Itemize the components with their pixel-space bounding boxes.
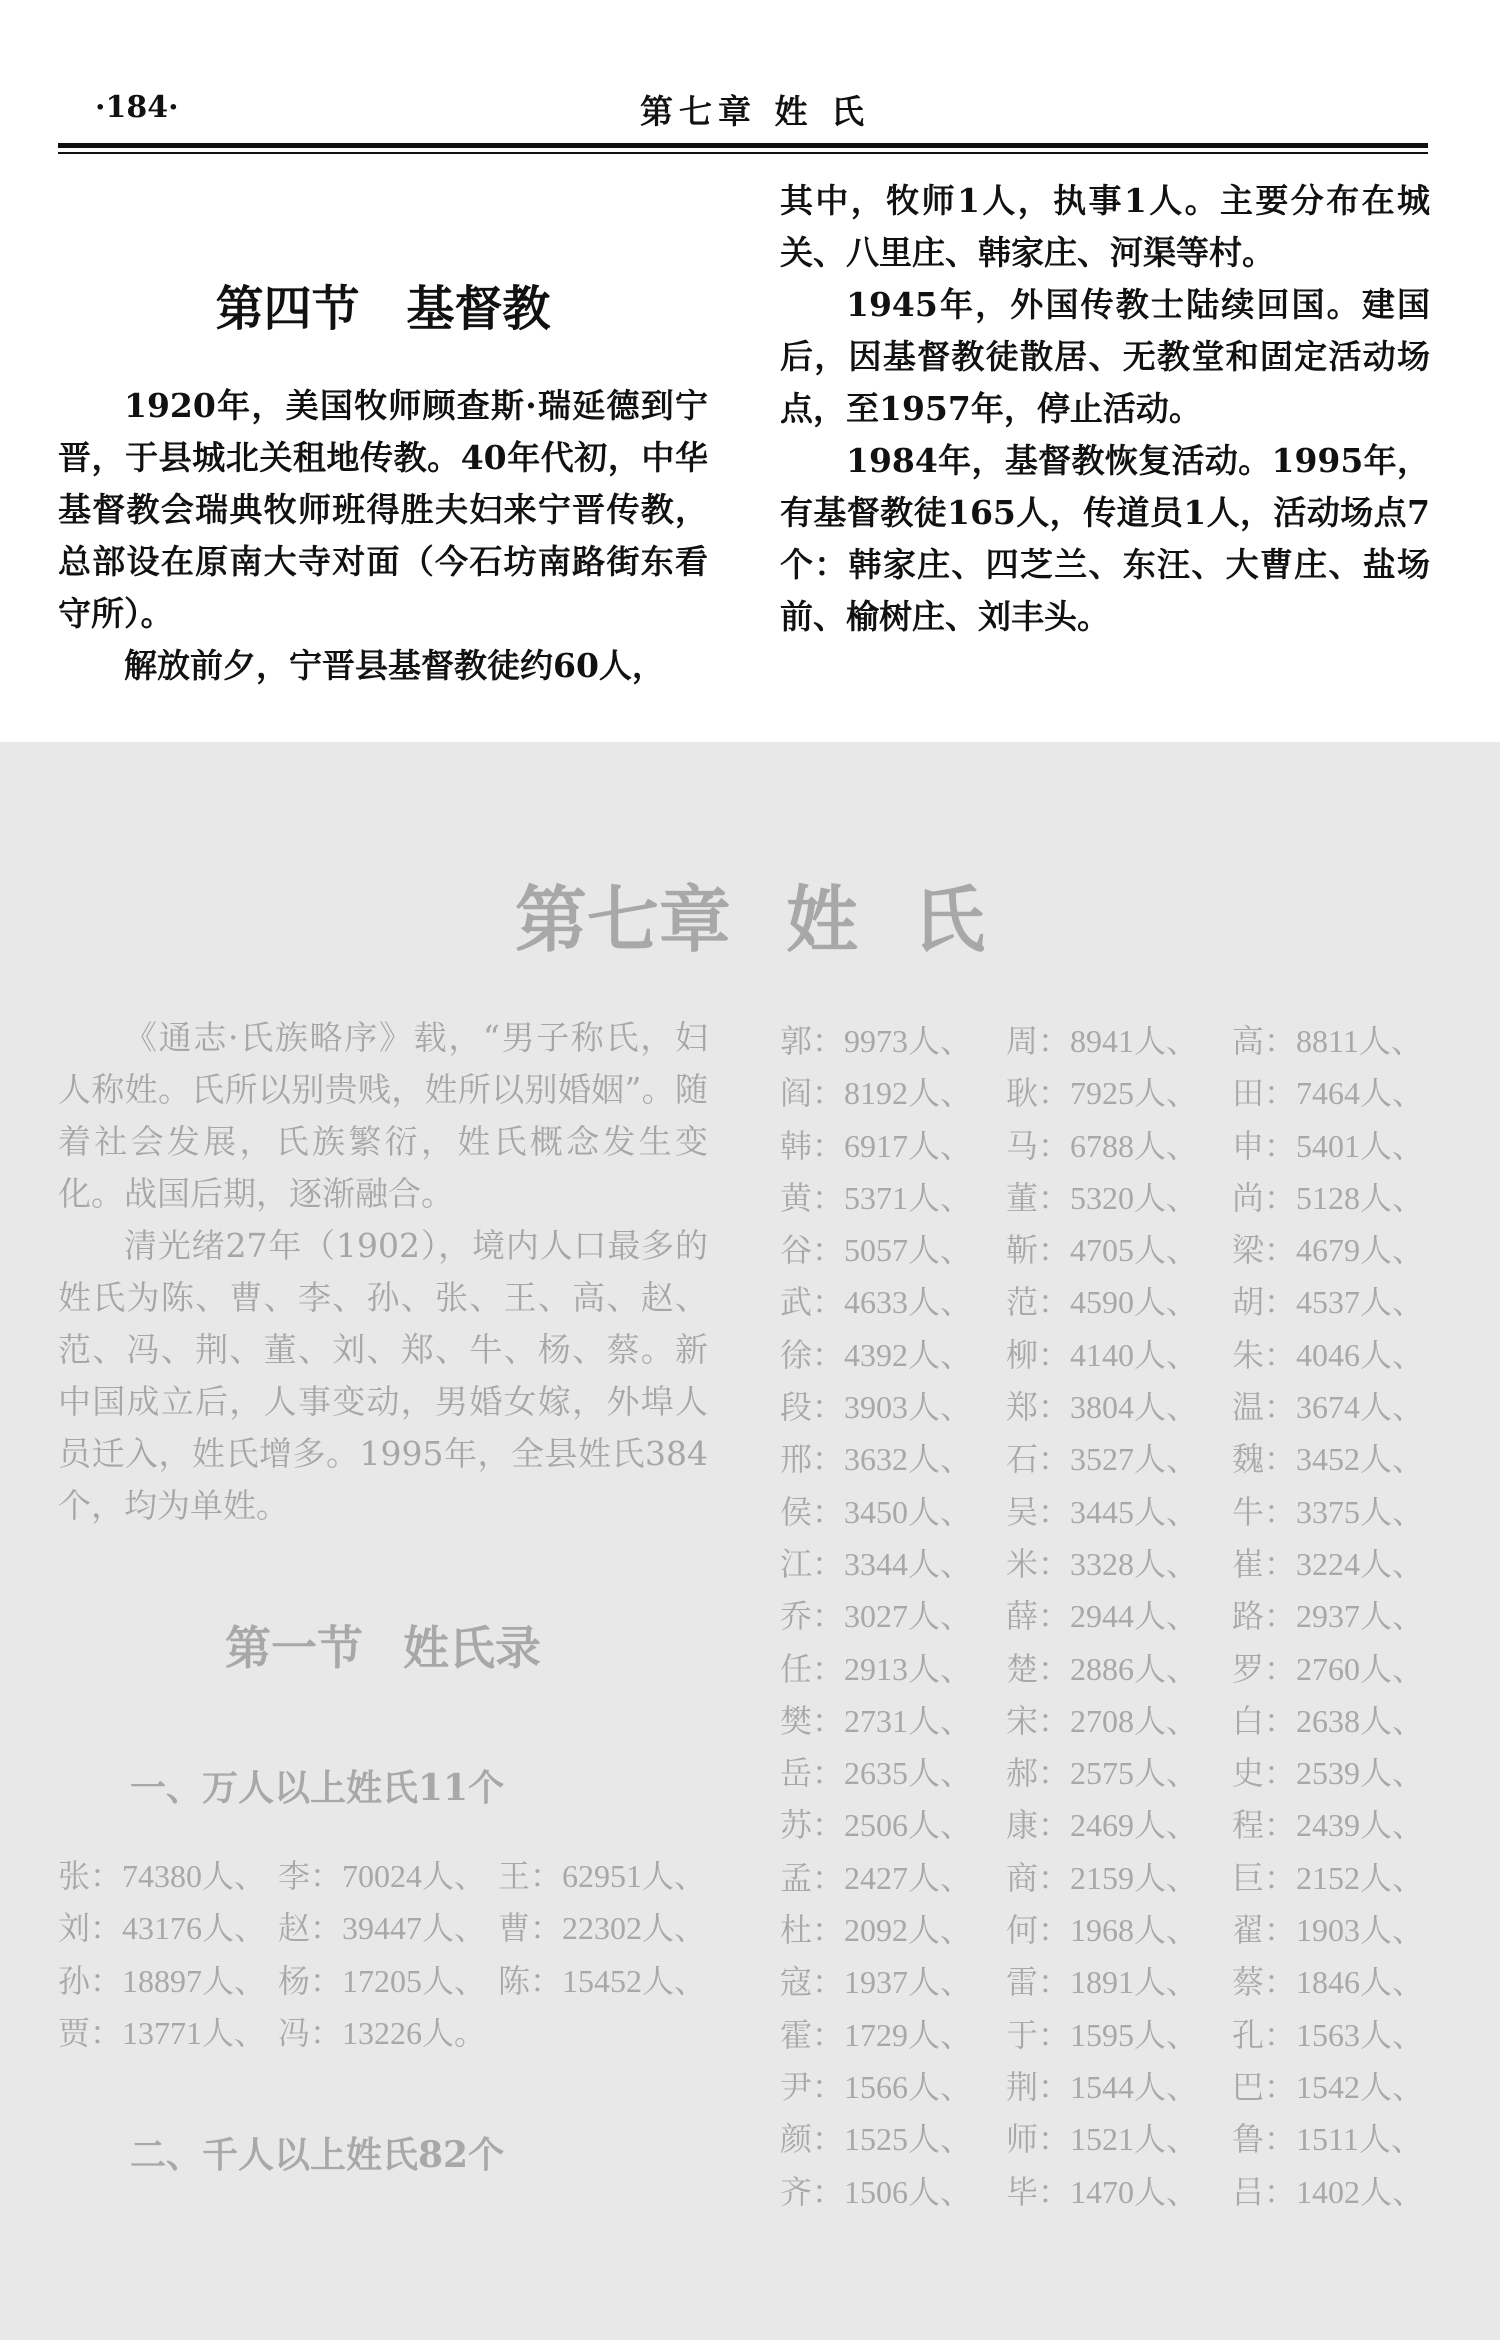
- surname-row: [780, 1799, 1460, 1851]
- surname-row: [780, 1486, 1460, 1538]
- left-column-lower: [58, 1012, 708, 1532]
- surname-entry: 郑：3804人、: [1006, 1389, 1199, 1426]
- surname-entry: 范：4590人、: [1006, 1284, 1199, 1321]
- surname-entry: 侯：3450人、: [780, 1493, 973, 1530]
- surname-entry: 郭：9973人、: [780, 1023, 973, 1059]
- surname-entry: 韩：6917人、: [780, 1127, 973, 1164]
- surname-entry: 尚：5128人、: [1232, 1179, 1425, 1216]
- surname-row: [780, 1329, 1460, 1381]
- surname-entry: 商：2159人、: [1006, 1859, 1199, 1896]
- surname-entry: 巴：1542人、: [1232, 2068, 1425, 2105]
- surname-list-over-ten-thousand: [58, 1850, 738, 2059]
- paragraph: 1920年，美国牧师顾查斯·瑞延德到宁晋，于县城北关租地传教。40年代初，中华基督教会瑞典牧师班得胜夫妇来宁晋传教，总部设在原南大寺对面（今石坊南路街东看守所）。: [58, 386, 708, 633]
- surname-row: [780, 1172, 1460, 1224]
- surname-entry: 白：2638人、: [1232, 1702, 1425, 1739]
- surname-entry: 曹：22302人、: [498, 1910, 707, 1947]
- header-rule-thick: [58, 143, 1428, 148]
- right-column-upper: [780, 175, 1430, 643]
- surname-entry: 樊：2731人、: [780, 1702, 973, 1739]
- surname-entry: 宋：2708人、: [1006, 1702, 1199, 1739]
- paragraph: 《通志·氏族略序》载，“男子称氏，妇人称姓。氏所以别贵贱，姓所以别婚姻”。随着社会发展，氏族繁衍，姓氏概念发生变化。战国后期，逐渐融合。: [58, 1018, 708, 1213]
- surname-row: [780, 1538, 1460, 1590]
- surname-entry: 董：5320人、: [1006, 1179, 1199, 1216]
- surname-entry: 吴：3445人、: [1006, 1493, 1199, 1530]
- surname-entry: 孔：1563人、: [1232, 2016, 1425, 2053]
- surname-entry: 吕：1402人、: [1232, 2173, 1425, 2210]
- surname-entry: 郝：2575人、: [1006, 1755, 1199, 1792]
- surname-row: [58, 1850, 738, 1902]
- surname-row: [780, 1747, 1460, 1799]
- surname-row: [780, 1381, 1460, 1433]
- section-title-christianity: 第四节 基督教: [215, 281, 551, 337]
- paragraph: 1984年，基督教恢复活动。1995年，有基督教徒165人，传道员1人，活动场点7个：韩家庄、四芝兰、东汪、大曹庄、盐场前、榆树庄、刘丰头。: [780, 441, 1430, 636]
- surname-entry: 于：1595人、: [1006, 2016, 1199, 2053]
- surname-row: [58, 1955, 738, 2007]
- surname-entry: 鲁：1511人、: [1232, 2121, 1423, 2158]
- surname-entry: 贾：13771人、: [58, 2014, 267, 2051]
- surname-entry: 康：2469人、: [1006, 1807, 1199, 1844]
- surname-entry: 颜：1525人、: [780, 2121, 973, 2158]
- surname-entry: 武：4633人、: [780, 1284, 973, 1321]
- page-number: ·184·: [95, 90, 179, 125]
- surname-entry: 蔡：1846人、: [1232, 1964, 1425, 2001]
- surname-entry: 程：2439人、: [1232, 1807, 1425, 1844]
- paragraph: 其中，牧师1人，执事1人。主要分布在城关、八里庄、韩家庄、河渠等村。: [780, 181, 1430, 272]
- surname-entry: 靳：4705人、: [1006, 1232, 1199, 1269]
- surname-entry: 寇：1937人、: [780, 1964, 973, 2001]
- surname-entry: 李：70024人、: [278, 1858, 487, 1894]
- surname-entry: 牛：3375人、: [1232, 1493, 1425, 1530]
- surname-entry: 任：2913人、: [780, 1650, 973, 1687]
- surname-entry: 赵：39447人、: [278, 1910, 487, 1947]
- surname-row: [780, 1433, 1460, 1485]
- surname-row: [780, 2009, 1460, 2061]
- surname-row: [58, 1902, 738, 1954]
- surname-row: [780, 1276, 1460, 1328]
- surname-entry: 温：3674人、: [1232, 1389, 1425, 1426]
- surname-entry: 田：7464人、: [1232, 1075, 1425, 1112]
- chapter-title: 第七章 姓 氏: [514, 877, 986, 962]
- paragraph: 解放前夕，宁晋县基督教徒约60人，: [124, 646, 665, 685]
- surname-row: [780, 1695, 1460, 1747]
- surname-entry: 巨：2152人、: [1232, 1859, 1425, 1896]
- surname-entry: 乔：3027人、: [780, 1598, 973, 1635]
- surname-row: [780, 2166, 1460, 2218]
- header-rule-thin: [58, 152, 1428, 154]
- surname-entry: 毕：1470人、: [1006, 2173, 1199, 2210]
- surname-row: [780, 1904, 1460, 1956]
- surname-entry: 尹：1566人、: [780, 2068, 973, 2105]
- surname-entry: 石：3527人、: [1006, 1441, 1199, 1478]
- running-head: 第七章 姓 氏: [640, 92, 870, 131]
- surname-entry: 梁：4679人、: [1232, 1232, 1425, 1269]
- surname-entry: 阎：8192人、: [780, 1075, 973, 1112]
- surname-entry: 雷：1891人、: [1006, 1964, 1199, 2001]
- surname-row: [780, 1015, 1460, 1067]
- surname-entry: 何：1968人、: [1006, 1912, 1199, 1949]
- surname-entry: 冯：13226人。: [278, 2014, 487, 2051]
- surname-row: [780, 2113, 1460, 2165]
- list-title-over-one-thousand: 二、千人以上姓氏82个: [130, 2134, 505, 2176]
- surname-entry: 米：3328人、: [1006, 1545, 1199, 1582]
- surname-entry: 耿：7925人、: [1006, 1075, 1199, 1112]
- surname-entry: 崔：3224人、: [1232, 1545, 1425, 1582]
- surname-entry: 江：3344人、: [780, 1545, 973, 1582]
- surname-entry: 薛：2944人、: [1006, 1598, 1199, 1635]
- surname-entry: 段：3903人、: [780, 1389, 973, 1426]
- list-title-over-ten-thousand: 一、万人以上姓氏11个: [130, 1767, 505, 1809]
- surname-entry: 岳：2635人、: [780, 1755, 973, 1792]
- surname-entry: 师：1521人、: [1006, 2121, 1199, 2158]
- surname-entry: 苏：2506人、: [780, 1807, 973, 1844]
- surname-row: [780, 1956, 1460, 2008]
- surname-entry: 孙：18897人、: [58, 1962, 267, 1999]
- surname-entry: 黄：5371人、: [780, 1179, 973, 1216]
- surname-entry: 柳：4140人、: [1006, 1336, 1199, 1373]
- surname-entry: 霍：1729人、: [780, 2016, 973, 2053]
- surname-row: [780, 1224, 1460, 1276]
- surname-entry: 魏：3452人、: [1232, 1441, 1425, 1478]
- surname-entry: 马：6788人、: [1006, 1127, 1199, 1164]
- surname-entry: 徐：4392人、: [780, 1336, 973, 1373]
- surname-entry: 路：2937人、: [1232, 1598, 1425, 1635]
- surname-entry: 齐：1506人、: [780, 2173, 973, 2210]
- surname-entry: 陈：15452人、: [498, 1962, 707, 1999]
- surname-row: [58, 2007, 738, 2059]
- surname-row: [780, 1067, 1460, 1119]
- surname-entry: 周：8941人、: [1006, 1023, 1199, 1059]
- surname-entry: 邢：3632人、: [780, 1441, 973, 1478]
- section-title-surname-record: 第一节 姓氏录: [224, 1621, 541, 1675]
- surname-entry: 罗：2760人、: [1232, 1650, 1425, 1687]
- surname-entry: 朱：4046人、: [1232, 1336, 1425, 1373]
- surname-row: [780, 1643, 1460, 1695]
- surname-list-over-one-thousand: [780, 1015, 1460, 2218]
- surname-entry: 杜：2092人、: [780, 1912, 973, 1949]
- surname-entry: 王：62951人、: [498, 1858, 707, 1894]
- paragraph: 清光绪27年（1902），境内人口最多的姓氏为陈、曹、李、孙、张、王、高、赵、范、冯、荆、董、刘、郑、牛、杨、蔡。新中国成立后，人事变动，男婚女嫁，外埠人员迁入，姓氏增多。1995年，全县姓氏384个，均为单姓。: [58, 1226, 708, 1525]
- surname-row: [780, 1120, 1460, 1172]
- surname-entry: 高：8811人、: [1232, 1023, 1423, 1059]
- surname-entry: 杨：17205人、: [278, 1962, 487, 1999]
- surname-row: [780, 1590, 1460, 1642]
- paragraph: 1945年，外国传教士陆续回国。建国后，因基督教徒散居、无教堂和固定活动场点，至1957年，停止活动。: [780, 285, 1430, 428]
- surname-entry: 荆：1544人、: [1006, 2068, 1199, 2105]
- surname-entry: 谷：5057人、: [780, 1232, 973, 1269]
- surname-row: [780, 2061, 1460, 2113]
- surname-entry: 史：2539人、: [1232, 1755, 1425, 1792]
- surname-entry: 孟：2427人、: [780, 1859, 973, 1896]
- surname-entry: 申：5401人、: [1232, 1127, 1425, 1164]
- surname-entry: 张：74380人、: [58, 1858, 267, 1894]
- surname-entry: 翟：1903人、: [1232, 1912, 1425, 1949]
- surname-entry: 楚：2886人、: [1006, 1650, 1199, 1687]
- surname-entry: 胡：4537人、: [1232, 1284, 1425, 1321]
- left-column-upper: [58, 380, 708, 692]
- surname-entry: 刘：43176人、: [58, 1910, 267, 1947]
- surname-row: [780, 1852, 1460, 1904]
